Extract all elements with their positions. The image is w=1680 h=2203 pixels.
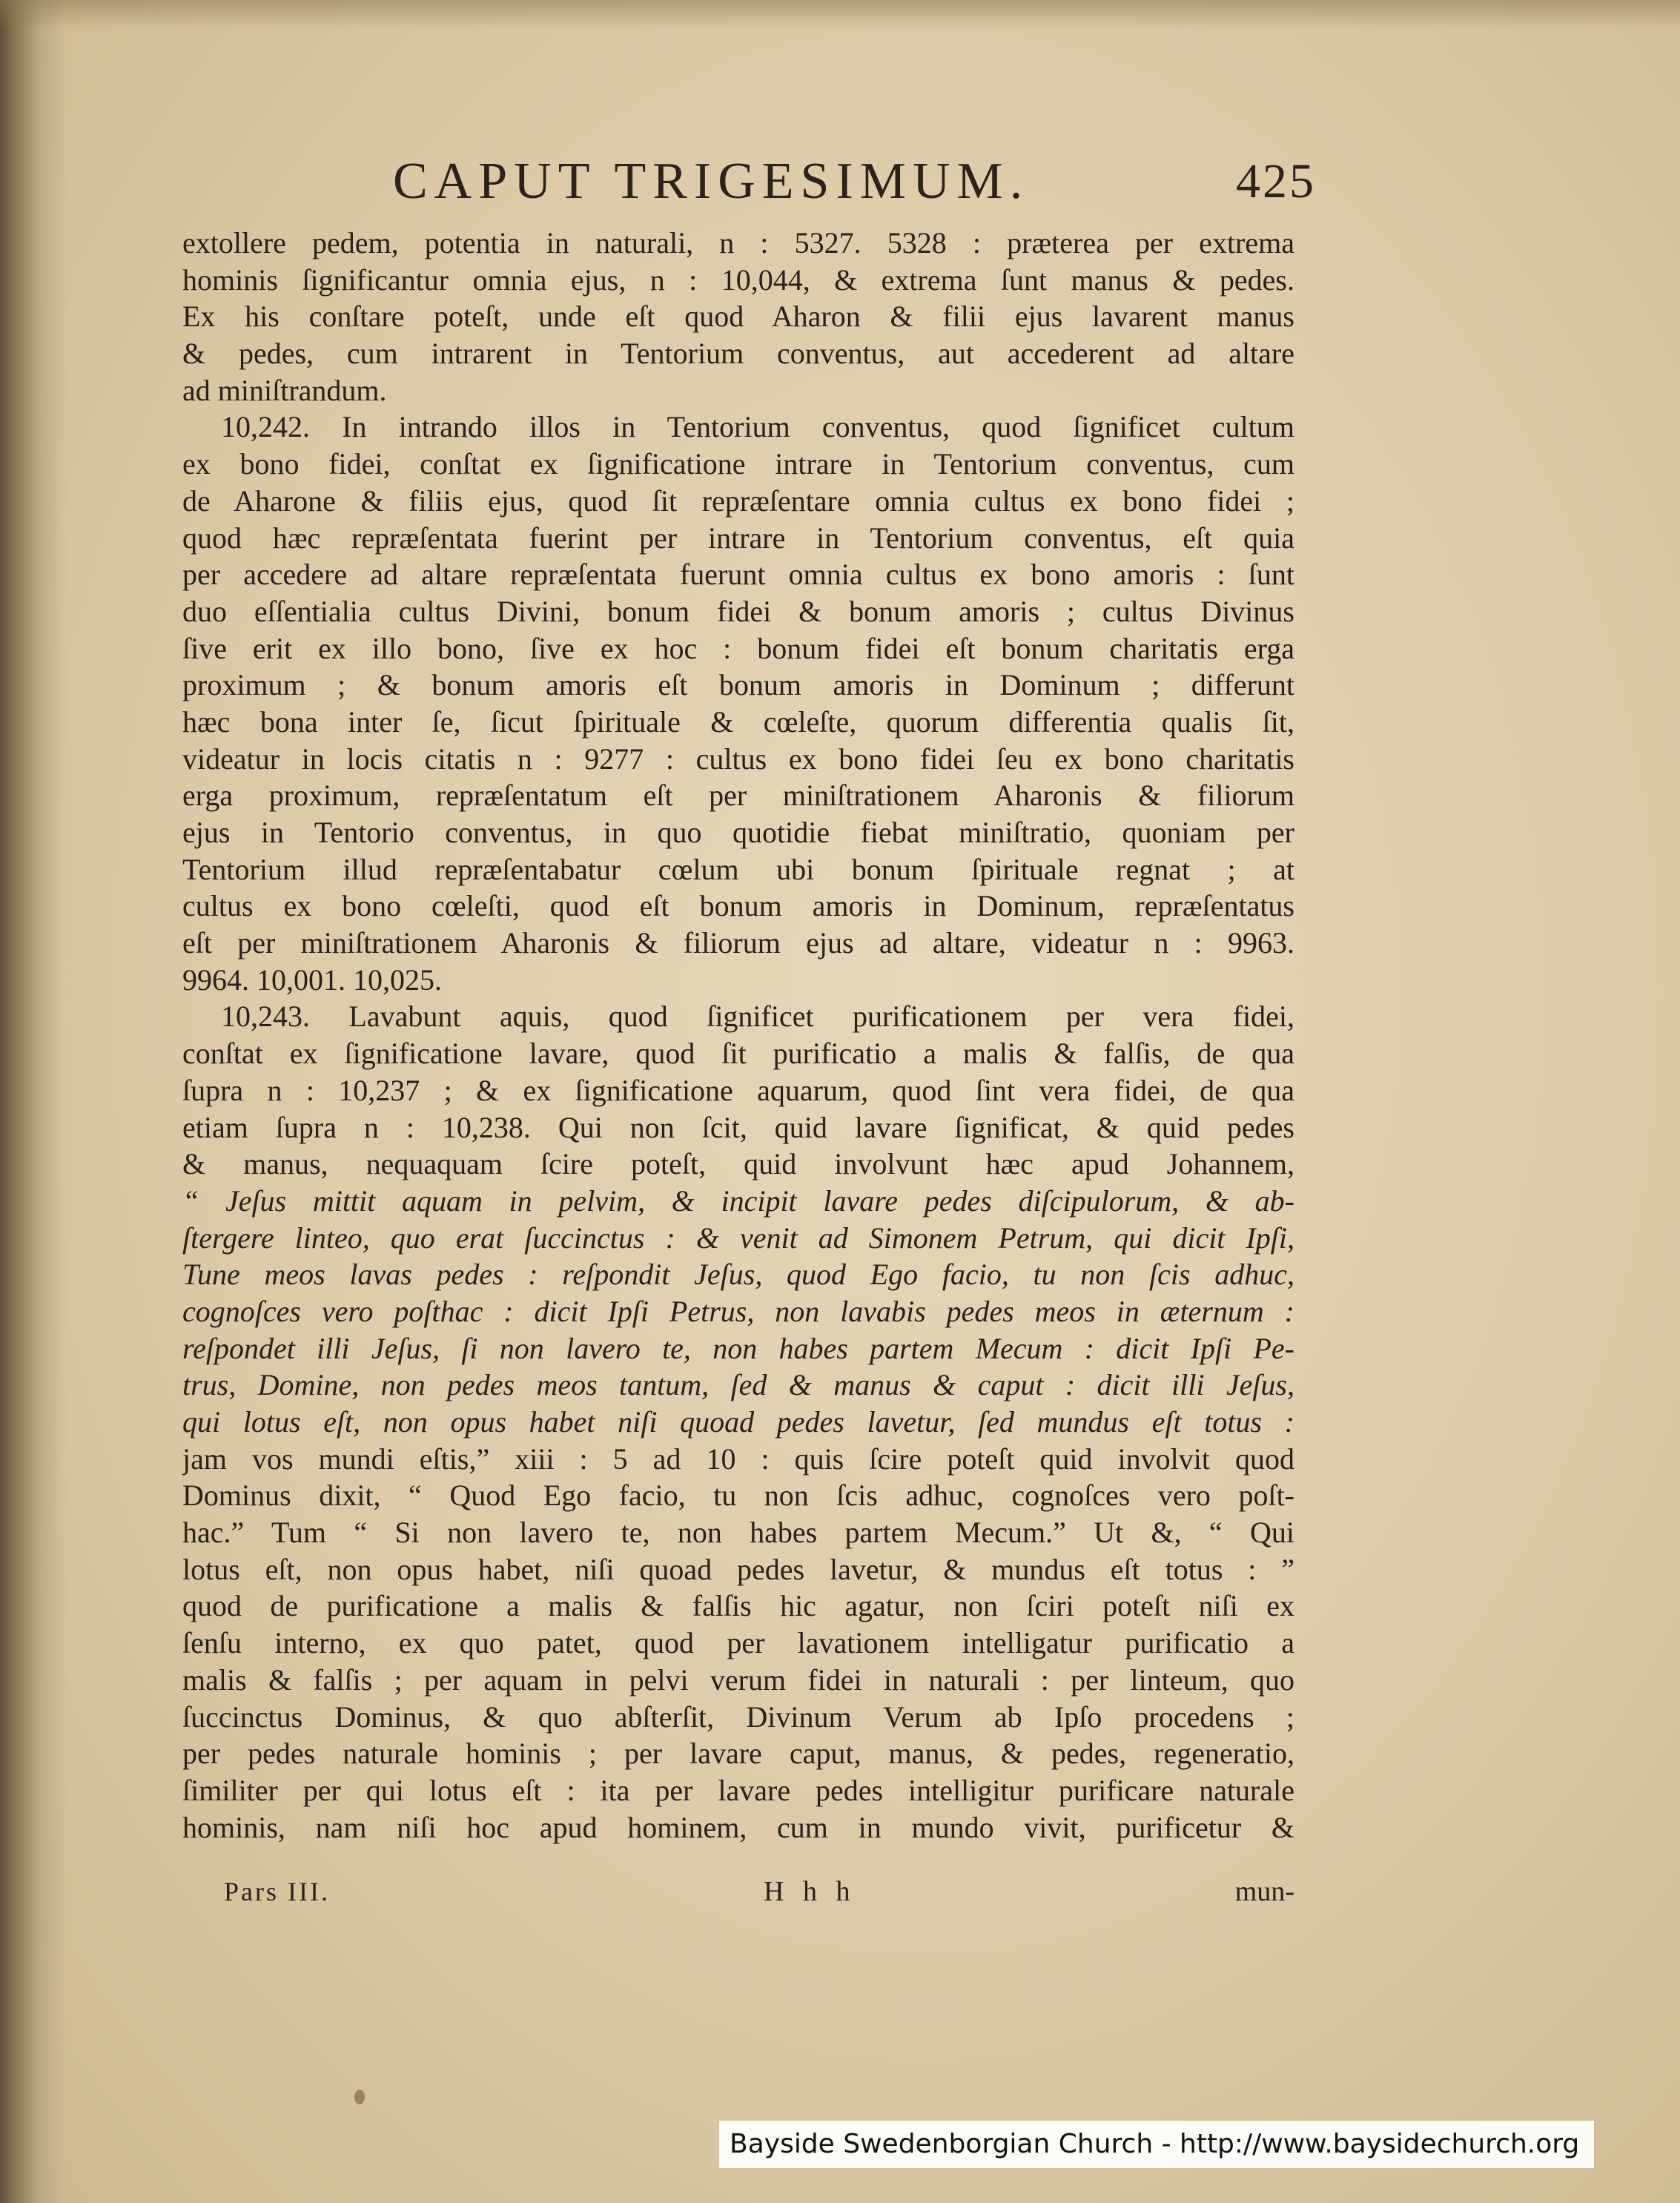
text-line: ſive erit ex illo bono, ſive ex hoc : bonum fidei eſt bonum charitatis erga [182, 631, 1294, 665]
paragraph-start-10242: 10,242. In intrando illos in Tentorium conventus, quod ſignificet cultum [221, 410, 1294, 444]
text-line: ejus in Tentorio conventus, in quo quotidie fiebat miniſtratio, quoniam per [182, 816, 1294, 849]
page-number: 425 [1236, 154, 1316, 208]
quotation-line: “ Jeſus mittit aquam in pelvim, & incipit lavare pedes diſcipulorum, & ab- [182, 1183, 1294, 1218]
quotation-line: cognoſces vero poſthac : dicit Ipſi Petrus, non lavabis pedes meos in æternum : [182, 1294, 1294, 1328]
text-line: & pedes, cum intrarent in Tentorium conventus, aut accederent ad altare [182, 337, 1294, 371]
paper-stain [354, 2090, 365, 2104]
text-line: de Aharone & filiis ejus, quod ſit repræſentare omnia cultus ex bono fidei ; [182, 483, 1294, 518]
text-line: Ex his conſtare poteſt, unde eſt quod Aharon & filii ejus lavarent manus [182, 300, 1294, 334]
quotation-line: reſpondet illi Jeſus, ſi non lavero te, non habes partem Mecum : dicit Ipſi Pe- [182, 1331, 1294, 1365]
text-line: lotus eſt, non opus habet, niſi quoad pedes lavetur, & mundus eſt totus : ” [182, 1552, 1294, 1586]
quotation-line: qui lotus eſt, non opus habet niſi quoad pedes lavetur, ſed mundus eſt totus : [182, 1405, 1294, 1439]
text-line: malis & falſis ; per aquam in pelvi verum fidei in naturali : per linteum, quo [182, 1662, 1294, 1697]
quotation-line: Tune meos lavas pedes : reſpondit Jeſus, quod Ego facio, tu non ſcis adhuc, [182, 1258, 1294, 1292]
page-top-edge [0, 0, 1680, 30]
text-line: quod hæc repræſentata fuerint per intrare in Tentorium conventus, eſt quia [182, 521, 1294, 555]
text-line: erga proximum, repræſentatum eſt per miniſtrationem Aharonis & filiorum [182, 779, 1294, 813]
text-line: per pedes naturale hominis ; per lavare caput, manus, & pedes, regeneratio, [182, 1737, 1294, 1771]
text-line: 9964. 10,001. 10,025. [182, 962, 442, 997]
text-line: ad miniſtrandum. [182, 373, 387, 407]
text-line: hac.” Tum “ Si non lavero te, non habes partem Mecum.” Ut &, “ Qui [182, 1516, 1294, 1550]
text-line: ſupra n : 10,237 ; & ex ſignificatione aquarum, quod ſint vera fidei, de qua [182, 1073, 1294, 1107]
text-line: etiam ſupra n : 10,238. Qui non ſcit, quid lavare ſignificat, & quid pedes [182, 1110, 1294, 1144]
binding-shadow [0, 0, 67, 2203]
text-line: Dominus dixit, “ Quod Ego facio, tu non ſcis adhuc, cognoſces vero poſt- [182, 1479, 1294, 1513]
part-label: Pars III. [224, 1877, 330, 1906]
text-line: hominis, nam niſi hoc apud hominem, cum in mundo vivit, purificetur & [182, 1810, 1294, 1844]
text-line: & manus, nequaquam ſcire poteſt, quid involvunt hæc apud Johannem, [182, 1147, 1294, 1181]
text-line: ſuccinctus Dominus, & quo abſterſit, Divinum Verum ab Ipſo procedens ; [182, 1700, 1294, 1734]
body-text [182, 225, 1294, 1846]
text-line: ſimiliter per qui lotus eſt : ita per lavare pedes intelligitur purificare naturale [182, 1773, 1294, 1807]
text-line: videatur in locis citatis n : 9277 : cultus ex bono fidei ſeu ex bono charitatis [182, 742, 1294, 776]
signature-mark: H h h [764, 1876, 856, 1907]
text-line: jam vos mundi eſtis,” xiii : 5 ad 10 : quis ſcire poteſt quid involvit quod [182, 1441, 1294, 1476]
text-line: hæc bona inter ſe, ſicut ſpirituale & cœleſte, quorum differentia qualis ſit, [182, 704, 1294, 739]
quotation-line: trus, Domine, non pedes meos tantum, ſed & manus & caput : dicit illi Jeſus, [182, 1368, 1294, 1402]
text-line: Tentorium illud repræſentabatur cœlum ubi bonum ſpirituale regnat ; at [182, 852, 1294, 886]
text-line: quod de purificatione a malis & falſis hic agatur, non ſciri poteſt niſi ex [182, 1589, 1294, 1623]
text-line: extollere pedem, potentia in naturali, n : 5327. 5328 : præterea per extrema [182, 226, 1294, 260]
paragraph-start-10243: 10,243. Lavabunt aquis, quod ſignificet purificationem per vera fidei, [221, 1000, 1294, 1034]
text-line: ex bono fidei, conſtat ex ſignificatione intrare in Tentorium conventus, cum [182, 447, 1294, 481]
text-line: conſtat ex ſignificatione lavare, quod ſit purificatio a malis & falſis, de qua [182, 1037, 1294, 1071]
text-line: eſt per miniſtrationem Aharonis & filiorum ejus ad altare, videatur n : 9963. [182, 926, 1294, 960]
text-line: cultus ex bono cœleſti, quod eſt bonum amoris in Dominum, repræſentatus [182, 889, 1294, 923]
text-line: proximum ; & bonum amoris eſt bonum amoris in Dominum ; differunt [182, 668, 1294, 702]
text-line: ſenſu interno, ex quo patet, quod per lavationem intelligatur purificatio a [182, 1626, 1294, 1660]
catchword: mun- [1234, 1876, 1294, 1907]
text-line: per accedere ad altare repræſentata fuerunt omnia cultus ex bono amoris : ſunt [182, 558, 1294, 592]
quotation-line: ſtergere linteo, quo erat ſuccinctus : & venit ad Simonem Petrum, qui dicit Ipſi, [182, 1221, 1294, 1255]
running-head: CAPUT TRIGESIMUM. [393, 153, 1030, 210]
text-line: hominis ſignificantur omnia ejus, n : 10,044, & extrema ſunt manus & pedes. [182, 262, 1294, 297]
text-line: duo eſſentialia cultus Divini, bonum fidei & bonum amoris ; cultus Divinus [182, 594, 1294, 628]
watermark-caption: Bayside Swedenborgian Church - http://www.baysidechurch.org [730, 2129, 1580, 2159]
